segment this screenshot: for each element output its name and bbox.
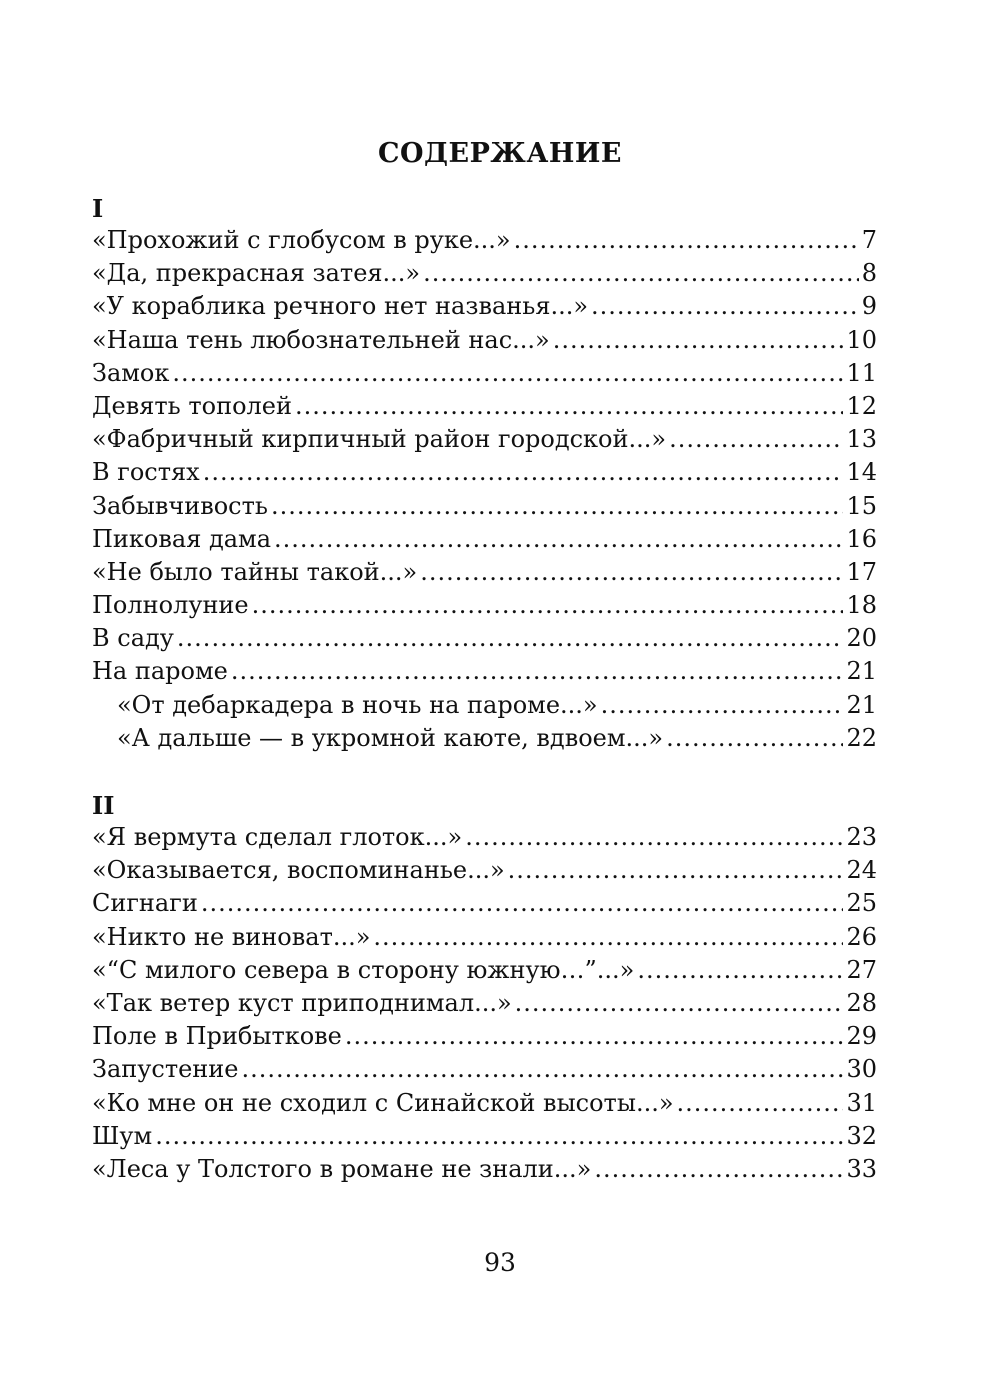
dot-leader [155, 1120, 843, 1153]
toc-entry[interactable] [92, 423, 877, 456]
toc-entry-title: «А дальше — в укромной каюте, вдвоем...» [117, 723, 664, 752]
toc-entry-title: «Прохожий с глобусом в руке...» [92, 226, 511, 254]
toc-entry-page: 25 [846, 889, 877, 918]
toc-entry[interactable] [92, 357, 877, 390]
toc-entry[interactable] [92, 622, 877, 655]
dot-leader [271, 490, 844, 523]
toc-list [92, 224, 877, 755]
toc-entry-title: Пиковая дама [92, 524, 272, 553]
toc-entry[interactable] [92, 523, 877, 556]
toc-entry-title: Девять тополей [92, 391, 292, 420]
toc-entry-title: Поле в Прибыткове [92, 1022, 342, 1051]
toc-entry-page: 13 [846, 425, 877, 454]
toc-entry-page: 22 [846, 723, 877, 752]
dot-leader [231, 655, 844, 688]
toc-entry[interactable] [92, 324, 877, 357]
toc-entry[interactable] [92, 456, 877, 489]
dot-leader [177, 622, 844, 655]
toc-entry-page: 33 [846, 1154, 877, 1183]
page-number: 93 [484, 1248, 516, 1277]
toc-entry-page: 7 [861, 226, 877, 254]
toc-entry-page: 14 [846, 458, 877, 487]
toc-entry-page: 16 [846, 524, 877, 553]
dot-leader [295, 390, 843, 423]
toc-entry-page: 28 [846, 988, 877, 1017]
toc-entry[interactable] [92, 490, 877, 523]
toc-entry-page: 8 [861, 259, 877, 288]
toc-entry[interactable] [92, 1020, 877, 1053]
dot-leader [515, 987, 844, 1020]
section-label: II [92, 791, 115, 820]
toc-entry-title: «От дебаркадера в ночь на пароме...» [117, 690, 598, 719]
toc-list [92, 821, 877, 1186]
toc-entry[interactable] [92, 821, 877, 854]
toc-entry-title: «Не было тайны такой...» [92, 557, 418, 586]
toc-entry-page: 27 [846, 955, 877, 984]
dot-leader [423, 257, 859, 290]
toc-section-2 [92, 791, 877, 1186]
toc-entry[interactable] [92, 1087, 877, 1120]
toc-entry[interactable] [92, 1153, 877, 1186]
dot-leader [591, 290, 859, 323]
toc-entry-page: 17 [846, 557, 877, 586]
toc-subentry[interactable] [92, 722, 877, 755]
toc-section-1 [92, 194, 877, 755]
toc-entry[interactable] [92, 1120, 877, 1153]
toc-entry-title: В гостях [92, 458, 200, 487]
dot-leader [514, 224, 859, 257]
toc-subentry[interactable] [92, 689, 877, 722]
toc-entry-title: Забывчивость [92, 491, 268, 520]
toc-entry-title: «Да, прекрасная затея...» [92, 259, 421, 288]
toc-entry-page: 29 [846, 1022, 877, 1051]
dot-leader [274, 523, 843, 556]
toc-entry-title: «Так ветер куст приподнимал...» [92, 988, 512, 1017]
toc-entry-title: Замок [92, 358, 170, 387]
toc-entry-page: 31 [846, 1088, 877, 1117]
section-label: I [92, 194, 104, 223]
toc-entry-page: 18 [846, 591, 877, 620]
toc-entry[interactable] [92, 257, 877, 290]
dot-leader [508, 854, 844, 887]
dot-leader [201, 887, 844, 920]
toc-entry[interactable] [92, 854, 877, 887]
toc-entry[interactable] [92, 1053, 877, 1086]
dot-leader [373, 921, 843, 954]
toc-entry[interactable] [92, 655, 877, 688]
page-title: СОДЕРЖАНИЕ [378, 138, 622, 170]
toc-entry[interactable] [92, 954, 877, 987]
toc-entry[interactable] [92, 921, 877, 954]
toc-entry[interactable] [92, 987, 877, 1020]
toc-entry-page: 20 [846, 624, 877, 653]
toc-entry-title: На пароме [92, 657, 228, 686]
toc-entry-title: «Я вермута сделал глоток...» [92, 823, 463, 851]
toc-entry-page: 15 [846, 491, 877, 520]
toc-entry-page: 12 [846, 391, 877, 420]
toc-entry-title: Шум [92, 1121, 153, 1150]
toc-entry-title: «Леса у Толстого в романе не знали...» [92, 1154, 592, 1183]
toc-entry[interactable] [92, 290, 877, 323]
toc-entry[interactable] [92, 556, 877, 589]
dot-leader [666, 722, 843, 755]
dot-leader [601, 689, 844, 722]
dot-leader [594, 1153, 843, 1186]
dot-leader [242, 1053, 844, 1086]
dot-leader [203, 456, 844, 489]
dot-leader [669, 423, 843, 456]
dot-leader [637, 954, 843, 987]
toc-entry-page: 11 [846, 358, 877, 387]
toc-entry-page: 24 [846, 856, 877, 885]
toc-entry-title: «Оказывается, воспоминанье...» [92, 856, 505, 885]
toc-entry-page: 21 [846, 690, 877, 719]
toc-entry-title: «Ко мне он не сходил с Синайской высоты...» [92, 1088, 674, 1117]
toc-entry[interactable] [92, 390, 877, 423]
dot-leader [252, 589, 844, 622]
toc-entry-title: В саду [92, 624, 174, 653]
toc-entry-title: Полнолуние [92, 591, 249, 620]
toc-entry-page: 26 [846, 922, 877, 951]
dot-leader [172, 357, 843, 390]
toc-entry-page: 23 [846, 823, 877, 851]
toc-entry[interactable] [92, 589, 877, 622]
dot-leader [345, 1020, 844, 1053]
toc-entry-page: 9 [861, 292, 877, 321]
dot-leader [420, 556, 843, 589]
dot-leader [677, 1087, 844, 1120]
toc-entry-title: «У кораблика речного нет названья...» [92, 292, 589, 321]
toc-entry-page: 30 [846, 1055, 877, 1084]
toc-entry-title: «Фабричный кирпичный район городской...» [92, 425, 667, 454]
toc-entry-title: «“С милого севера в сторону южную…”...» [92, 955, 635, 984]
toc-entry-title: «Никто не виноват...» [92, 922, 371, 951]
dot-leader [465, 821, 843, 854]
toc-entry-page: 10 [846, 325, 877, 354]
dot-leader [553, 324, 844, 357]
toc-entry-page: 21 [846, 657, 877, 686]
toc-entry[interactable] [92, 887, 877, 920]
toc-entry-title: Запустение [92, 1055, 239, 1084]
toc-entry[interactable] [92, 224, 877, 257]
toc-entry-title: Сигнаги [92, 889, 198, 918]
toc-entry-page: 32 [846, 1121, 877, 1150]
toc-entry-title: «Наша тень любознательней нас...» [92, 325, 550, 354]
